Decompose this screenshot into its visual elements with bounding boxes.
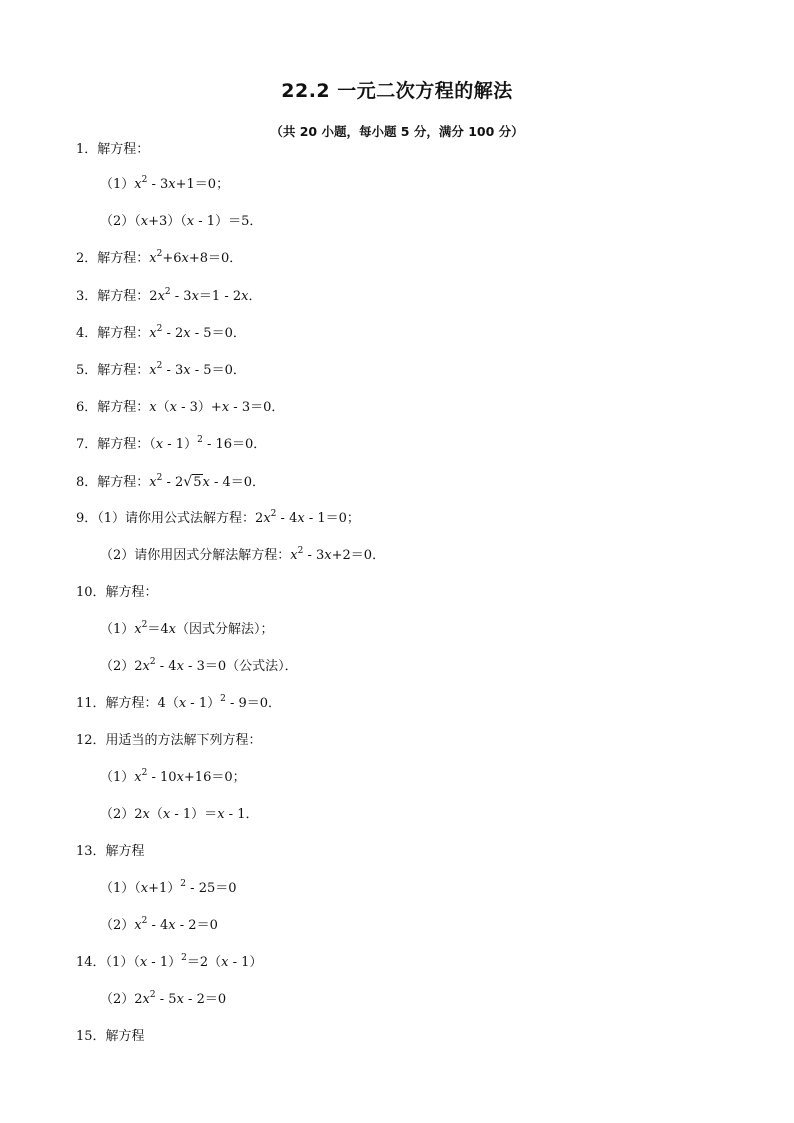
question-1-part-2	[100, 213, 262, 231]
question-8-label: 8．解方程：	[76, 475, 150, 490]
var: x	[134, 918, 142, 933]
question-9-part-1	[76, 510, 360, 528]
question-15	[76, 1028, 145, 1046]
question-13	[76, 843, 145, 861]
expr: - 3＝0．	[229, 400, 285, 415]
var: x	[169, 400, 177, 415]
var: x	[178, 696, 187, 711]
question-12-part-1	[100, 769, 246, 787]
expr: - 2	[162, 475, 184, 490]
expr: - 10	[147, 770, 177, 785]
expr: - 1）	[147, 955, 182, 970]
var: x	[176, 659, 184, 674]
exponent: 2	[197, 435, 203, 445]
expr: ＝2（	[186, 955, 222, 970]
expr: - 9＝0．	[225, 696, 282, 711]
part-label: （1）	[100, 770, 135, 785]
question-10-part-2	[100, 658, 298, 676]
part-label: （1）	[100, 622, 135, 637]
question-6	[76, 399, 284, 417]
var: x	[241, 289, 249, 304]
square-root	[183, 473, 202, 492]
question-3	[76, 288, 261, 306]
exponent: 2	[181, 953, 187, 963]
question-10-label: 10．解方程：	[76, 585, 158, 600]
expr: +6	[162, 251, 182, 266]
exponent: 2	[141, 916, 148, 926]
var: x	[157, 289, 165, 304]
expr: - 2	[162, 326, 184, 341]
part-label: （2）（	[100, 214, 141, 229]
expr: +1）	[148, 881, 181, 896]
var: x	[168, 622, 176, 637]
exponent: 2	[156, 473, 163, 483]
part-label: （1）	[100, 177, 135, 192]
question-9-part-2	[100, 547, 385, 565]
var: x	[140, 881, 149, 896]
question-9-label: 9．（1）请你用公式法解方程：	[76, 511, 256, 526]
question-8	[76, 473, 265, 492]
question-15-label: 15．解方程	[76, 1029, 145, 1044]
expr: - 3	[147, 177, 169, 192]
expr: 2	[255, 511, 264, 526]
var: x	[149, 251, 157, 266]
var: x	[162, 807, 171, 822]
question-5	[76, 362, 246, 380]
expr: - 5	[155, 992, 177, 1007]
expr: - 1）	[186, 696, 221, 711]
question-1-part-1	[100, 176, 229, 194]
expr: - 1）＝5．	[194, 214, 263, 229]
var: x	[149, 326, 157, 341]
part-label: （2）2	[100, 659, 143, 674]
expr: ＝1 - 2	[198, 289, 242, 304]
expr: +3）（	[148, 214, 187, 229]
var: x	[297, 511, 305, 526]
question-3-label: 3．解方程：	[76, 289, 150, 304]
expr: 2	[149, 289, 158, 304]
question-7	[76, 436, 266, 454]
page-title: 22.2 一元二次方程的解法	[281, 80, 513, 102]
expr: - 3）+	[176, 400, 222, 415]
question-13-label: 13．解方程	[76, 844, 145, 859]
expr: - 1．	[224, 807, 259, 822]
exponent: 2	[297, 546, 304, 556]
var: x	[149, 363, 157, 378]
var: x	[140, 214, 149, 229]
exponent: 2	[141, 620, 148, 630]
question-12-label: 12．用适当的方法解下列方程：	[76, 733, 262, 748]
question-1	[76, 141, 149, 159]
expr: - 2＝0	[183, 992, 227, 1007]
question-14-label: 14．（1）（	[76, 955, 140, 970]
var: x	[142, 807, 150, 822]
var: x	[155, 437, 164, 452]
expr: - 25＝0	[186, 881, 237, 896]
question-11-label: 11．解方程：	[76, 696, 158, 711]
var: x	[183, 363, 191, 378]
var: x	[134, 770, 142, 785]
question-4-label: 4．解方程：	[76, 326, 150, 341]
question-12	[76, 732, 262, 750]
expr: +2＝0．	[331, 548, 386, 563]
expr: - 1＝0；	[304, 511, 360, 526]
expr: - 3	[170, 289, 192, 304]
expr: - 1）	[228, 955, 263, 970]
var: x	[142, 992, 150, 1007]
exponent: 2	[141, 175, 148, 185]
expr: （	[149, 807, 163, 822]
expr: （因式分解法）；	[175, 622, 274, 637]
expr: ＝4	[147, 622, 169, 637]
expr: - 16＝0．	[202, 437, 267, 452]
var: x	[263, 511, 271, 526]
radicand: 5	[193, 475, 202, 490]
var: x	[324, 548, 332, 563]
var: x	[176, 770, 184, 785]
var: x	[168, 918, 176, 933]
expr: 4（	[157, 696, 179, 711]
question-11	[76, 695, 281, 713]
question-14-part-2	[100, 991, 226, 1009]
part-label: （2）	[100, 918, 135, 933]
exponent: 2	[220, 694, 226, 704]
var: x	[217, 807, 225, 822]
part-label: （1）（	[100, 881, 141, 896]
expr: +16＝0；	[183, 770, 246, 785]
expr: - 3	[162, 363, 184, 378]
var: x	[191, 289, 199, 304]
question-13-part-1	[100, 880, 237, 898]
expr: （	[156, 400, 170, 415]
question-7-label: 7．解方程：	[76, 437, 150, 452]
expr: - 3＝0（公式法）．	[183, 659, 298, 674]
question-1-label: 1．解方程：	[76, 142, 150, 157]
var: x	[149, 475, 157, 490]
exponent: 2	[156, 324, 163, 334]
question-13-part-2	[100, 917, 218, 935]
expr: - 4	[276, 511, 298, 526]
exponent: 2	[164, 287, 171, 297]
question-2-label: 2．解方程：	[76, 251, 150, 266]
var: x	[142, 659, 150, 674]
page-subtitle: （共 20 小题，每小题 5 分，满分 100 分）	[270, 124, 524, 139]
expr: （	[149, 437, 156, 452]
part-label: （2）2	[100, 807, 143, 822]
var: x	[186, 214, 195, 229]
var: x	[181, 251, 189, 266]
exponent: 2	[156, 361, 163, 371]
exponent: 2	[149, 657, 156, 667]
var: x	[134, 622, 142, 637]
question-10-part-1	[100, 621, 274, 639]
var: x	[134, 177, 142, 192]
question-10	[76, 584, 158, 602]
var: x	[290, 548, 298, 563]
expr: - 4	[155, 659, 177, 674]
question-14-part-1	[76, 954, 262, 972]
exponent: 2	[180, 879, 187, 889]
exponent: 2	[270, 509, 277, 519]
question-2	[76, 250, 242, 268]
var: x	[183, 326, 191, 341]
question-4	[76, 325, 246, 343]
expr: - 5＝0．	[190, 363, 246, 378]
expr: - 3	[303, 548, 325, 563]
var: x	[139, 955, 148, 970]
question-6-label: 6．解方程：	[76, 400, 150, 415]
part-label: （2）请你用因式分解法解方程：	[100, 548, 291, 563]
exponent: 2	[156, 249, 163, 259]
expr: - 1）	[163, 437, 198, 452]
var: x	[176, 992, 184, 1007]
expr: - 1）＝	[170, 807, 218, 822]
expr: - 5＝0．	[190, 326, 246, 341]
expr: - 4＝0．	[209, 475, 266, 490]
question-5-label: 5．解方程：	[76, 363, 150, 378]
question-12-part-2	[100, 806, 258, 824]
part-label: （2）2	[100, 992, 143, 1007]
expr: - 2＝0	[175, 918, 218, 933]
var: x	[221, 400, 230, 415]
expr: +1＝0；	[175, 177, 230, 192]
expr: - 4	[147, 918, 169, 933]
var: x	[149, 400, 157, 415]
exponent: 2	[141, 768, 148, 778]
var: x	[202, 475, 210, 490]
expr: +8＝0．	[188, 251, 243, 266]
expr: ．	[248, 289, 262, 304]
var: x	[221, 955, 229, 970]
exponent: 2	[149, 990, 156, 1000]
radical-sign: √	[183, 474, 193, 490]
var: x	[168, 177, 176, 192]
